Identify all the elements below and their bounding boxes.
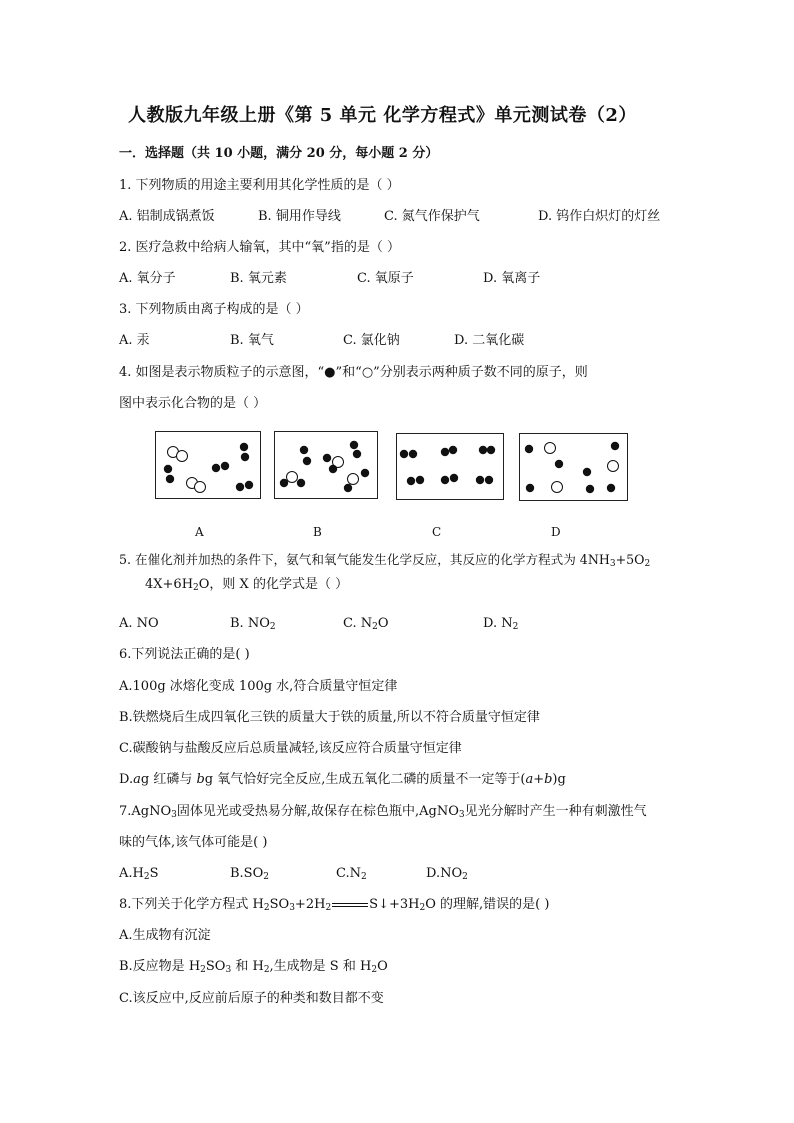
q3-option-c: C. 氯化钠 [343,333,400,348]
q1-stem: 1. 下列物质的用途主要利用其化学性质的是（ ） [119,178,400,193]
particle-diagram-c [396,433,504,500]
q2-stem: 2. 医疗急救中给病人输氧，其中“氧”指的是（ ） [119,240,400,255]
q3-option-d: D. 二氧化碳 [454,333,525,348]
q4-stem-line2: 图中表示化合物的是（ ） [119,396,267,411]
q5-option-a: A. NO [119,616,159,631]
q4-stem-line1: 4. 如图是表示物质粒子的示意图，“●”和“○”分别表示两种质子数不同的原子，则 [119,365,588,380]
q5-stem-line2: $4X+6H_2O$，则 X 的化学式是（ ） [145,577,349,593]
q7-option-a: $A.H_2S$ [119,866,159,882]
particle-diagram-d [519,433,628,501]
q6-option-d: D.ag 红磷与 bg 氧气恰好完全反应,生成五氧化二磷的质量不一定等于(a+b)g [119,772,566,787]
q8-option-a: A.生成物有沉淀 [119,928,211,943]
q3-stem: 3. 下列物质由离子构成的是（ ） [119,302,309,317]
q7-stem-line2: 味的气体,该气体可能是( ) [119,835,268,850]
particle-diagram-a [155,431,261,499]
q6-option-b: B.铁燃烧后生成四氧化三铁的质量大于铁的质量,所以不符合质量守恒定律 [119,710,540,725]
q1-option-a: A. 铝制成锅煮饭 [119,209,215,224]
q8-option-b: B.反应物是 $H_2SO_3$ 和 $H_2$,生成物是 S 和 $H_2O$ [119,959,388,975]
diagram-label-b: B [313,525,322,539]
q6-option-c: C.碳酸钠与盐酸反应后总质量减轻,该反应符合质量守恒定律 [119,741,462,756]
particle-diagram-b [274,431,378,499]
q5-stem-line1: 5. 在催化剂并加热的条件下，氨气和氧气能发生化学反应，其反应的化学方程式为 $4NH_3+5O_2$ [119,552,651,569]
q6-stem: 6.下列说法正确的是( ) [119,647,250,662]
q5-option-b: B. $NO_2$ [230,616,276,632]
reaction-equals-sign [332,903,368,907]
q2-option-a: A. 氧分子 [119,271,176,286]
page-title: 人教版九年级上册《第 5 单元 化学方程式》单元测试卷（2） [128,105,637,126]
q3-option-b: B. 氧气 [230,333,274,348]
q6-option-a: A.100g 冰熔化变成 100g 水,符合质量守恒定律 [119,679,398,694]
q2-option-d: D. 氧离子 [483,271,541,286]
q5-option-c: C. $N_2O$ [343,616,389,632]
section-heading: 一．选择题（共 10 小题，满分 20 分，每小题 2 分） [119,146,439,161]
q7-option-d: $D.NO_2$ [426,866,468,882]
q8-stem: 8.下列关于化学方程式 $H_2SO_3+2H_2$ $S↓+3H_2O$ 的理解,错误的是( ) [119,897,550,913]
q1-option-c: C. 氮气作保护气 [384,209,480,224]
q2-option-b: B. 氧元素 [230,271,287,286]
q7-option-b: $B.SO_2$ [230,866,269,882]
q5-option-d: D. $N_2$ [483,616,519,632]
q2-option-c: C. 氧原子 [357,271,414,286]
q1-option-b: B. 铜用作导线 [258,209,341,224]
diagram-label-c: C [432,525,442,539]
q7-option-c: $C.N_2$ [336,866,367,882]
q3-option-a: A. 汞 [119,333,150,348]
diagram-label-a: A [195,525,204,539]
q8-option-c: C.该反应中,反应前后原子的种类和数目都不变 [119,991,384,1006]
q7-stem-line1: 7.AgNO$_3$固体见光或受热易分解,故保存在棕色瓶中,AgNO$_3$见光分解时产生一种有刺激性气 [119,804,647,820]
diagram-label-d: D [551,525,561,539]
q1-option-d: D. 钨作白炽灯的灯丝 [538,209,661,224]
